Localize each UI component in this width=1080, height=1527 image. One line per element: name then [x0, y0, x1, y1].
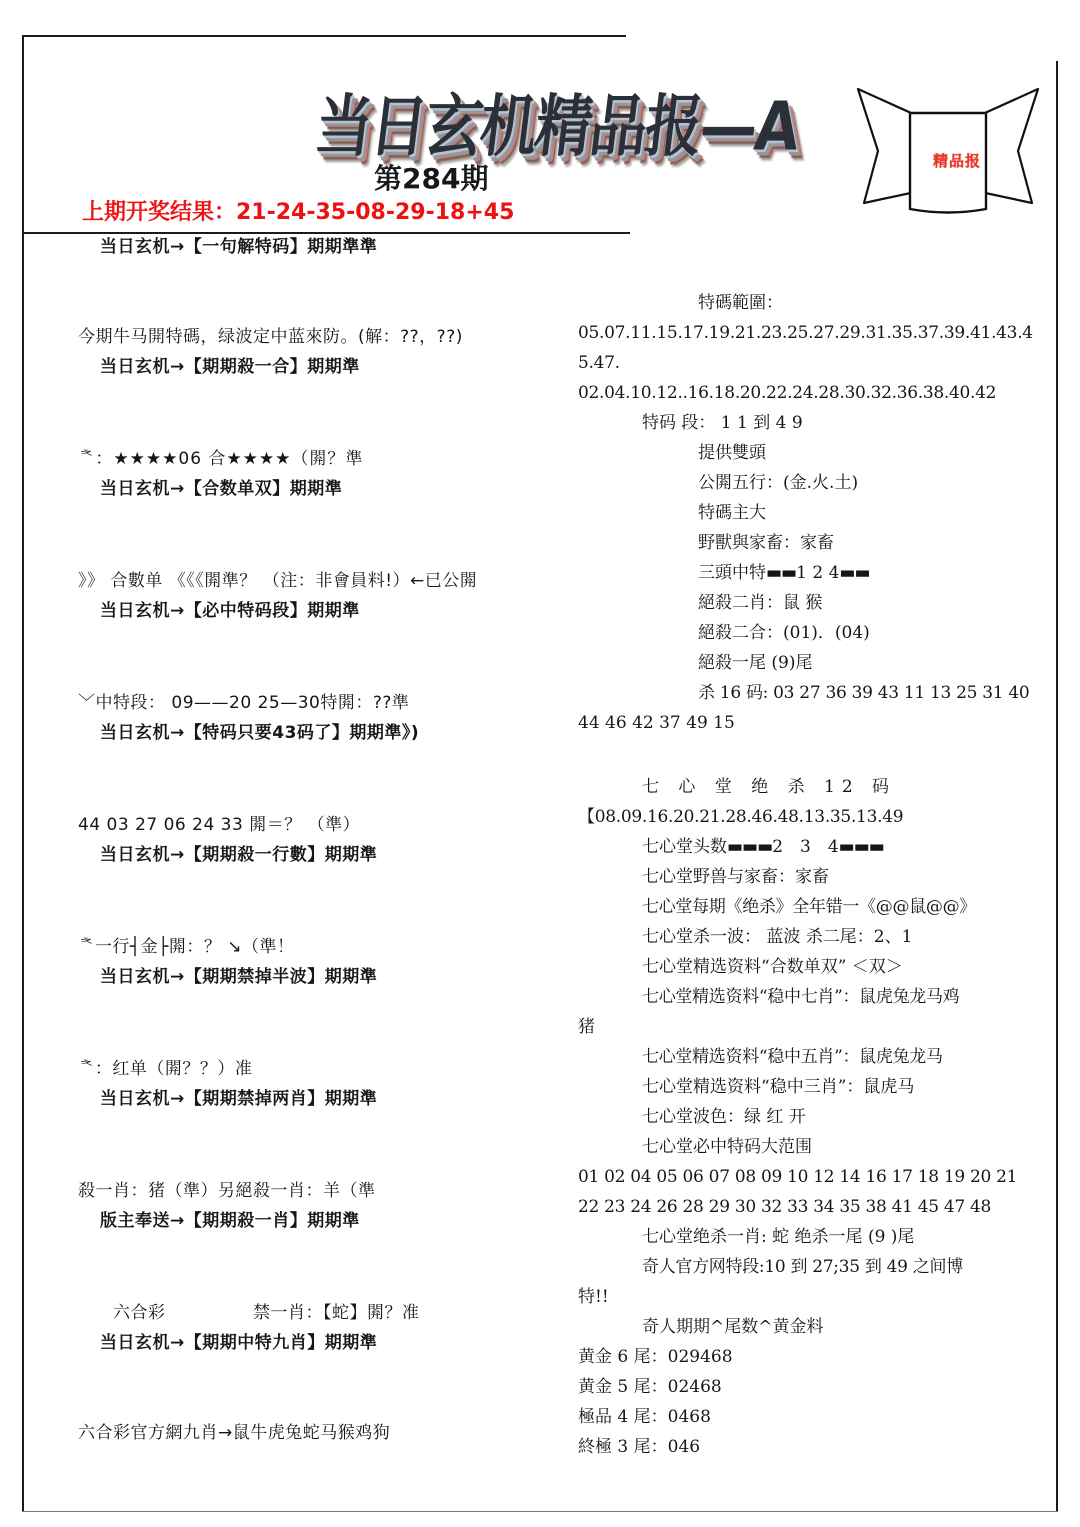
forecast-block: [22, 566, 562, 626]
wild-vs-domestic: 野獸與家畜：家畜: [698, 533, 834, 553]
qixintang-big-range-line-2: 22 23 24 26 28 29 30 32 33 34 35 38 41 45 47 48: [578, 1197, 992, 1217]
publication-logo-title: 当日玄机精品报—A: [310, 88, 803, 167]
forecast-block: [22, 688, 562, 748]
special-range-line-3: 02.04.10.12..16.18.20.22.24.28.30.32.36.38.40.42: [578, 383, 997, 403]
right-column: [578, 232, 1048, 1462]
qixintang-sum-odd-even: 七心堂精选资料“合数单双” ＜双＞: [642, 957, 903, 977]
three-head-label: 三頭中特: [698, 563, 766, 583]
block-sub-text: 当日玄机→【期期殺一合】期期準: [100, 357, 360, 377]
special-range-line-1: 05.07.11.15.17.19.21.23.25.27.29.31.35.37.39.41.43.4: [578, 323, 1033, 343]
kill-16-codes-continued: 44 46 42 37 49 15: [578, 713, 735, 733]
qixintang-kill-one-zodiac: 七心堂绝杀一肖: 蛇 绝杀一尾 (9 )尾: [642, 1227, 915, 1247]
bar-separator-left: ▬▬: [766, 563, 797, 583]
block-sub-text: 当日玄机→【必中特码段】期期準: [100, 601, 360, 621]
bar-separator-left: ▬▬▬: [727, 837, 773, 857]
forecast-block: [22, 810, 562, 870]
block-sub-text: 当日玄机→【期期禁掉半波】期期準: [100, 967, 378, 987]
forecast-block: [22, 322, 562, 382]
masthead: [22, 35, 1058, 232]
qixintang-title: 七 心 堂 绝 杀 12 码: [642, 777, 897, 797]
qixintang-yearly-miss: 七心堂每期《绝杀》全年错一《@@鼠@@》: [642, 897, 976, 917]
forecast-block: [22, 1298, 562, 1358]
gold-tail-row: 黄金 5 尾：02468: [578, 1377, 722, 1397]
block-sub-text: 当日玄机→【特码只要43码了】期期準》): [100, 723, 420, 743]
ribbon-label: 精品报: [933, 152, 982, 170]
head-count-row: [578, 832, 1048, 862]
qixintang-stable-seven-continued: 猪: [578, 1017, 595, 1037]
qixintang-kill-wave: 七心堂杀一波： 蓝波 杀二尾：2、1: [642, 927, 913, 947]
block-lead-text: 殺一肖：猪（準）另絕殺一肖：羊（準: [78, 1181, 376, 1201]
qixintang-wave-color: 七心堂波色：绿 红 开: [642, 1107, 806, 1127]
kill-16-codes: 杀 16 码: 03 27 36 39 43 11 13 25 31 40: [698, 683, 1030, 703]
block-lead-text: 六合彩 禁一肖：【蛇】閞？准: [78, 1303, 420, 1323]
block-lead-text: ᅕ：★★★★06 合★★★★（閞？準: [78, 449, 364, 469]
bar-separator-right: ▬▬: [839, 563, 870, 583]
qixintang-stable-three: 七心堂精选资料“稳中三肖”：鼠虎马: [642, 1077, 915, 1097]
block-lead-text: ᅕ一行┤金├閞：？ ↘（準！: [78, 937, 295, 957]
block-sub-text: 当日玄机→【合数单双】期期準: [100, 479, 343, 499]
provide-double-head: 提供雙頭: [698, 443, 766, 463]
block-lead-text: 44 03 27 06 24 33 閞＝？ （準）: [78, 815, 361, 835]
special-range-title: 特碼範圍：: [698, 293, 783, 313]
block-lead-text: ᅕ：红单（閞？？）准: [78, 1059, 253, 1079]
issue-number: 第284期: [374, 162, 489, 195]
block-sub-text: 当日玄机→【期期禁掉两肖】期期準: [100, 1089, 378, 1109]
three-head-values: 1 2 4: [796, 563, 840, 583]
forecast-block: [22, 444, 562, 504]
gold-tail-row: 黄金 6 尾：029468: [578, 1347, 733, 1367]
qixintang-wild-domestic: 七心堂野兽与家畜：家畜: [642, 867, 829, 887]
head-count-label: 七心堂头数: [642, 837, 727, 857]
forecast-block: [22, 232, 562, 262]
block-sub-text: 六合彩官方網九肖→鼠牛虎兔蛇马猴鸡狗: [78, 1423, 391, 1443]
three-head-row: [578, 558, 1048, 588]
qixintang-stable-seven: 七心堂精选资料“稳中七肖”：鼠虎兔龙马鸡: [642, 987, 960, 1007]
forecast-block: [22, 932, 562, 992]
bar-separator-right: ▬▬▬: [838, 837, 884, 857]
gold-tail-title: 奇人期期^尾数^黄金料: [642, 1317, 824, 1337]
kill-two-zodiac: 絕殺二肖：鼠 猴: [698, 593, 823, 613]
ribbon-emblem: [848, 83, 1048, 218]
special-range-line-2: 5.47.ᅟ: [578, 353, 637, 373]
forecast-block: [22, 1054, 562, 1114]
qixintang-big-range-line-1: 01 02 04 05 06 07 08 09 10 12 14 16 17 18 19 20 21: [578, 1167, 1018, 1187]
qiren-official-section-continued: 特!!: [578, 1287, 609, 1307]
block-sub-text: 当日玄机→【期期殺一行數】期期準: [100, 845, 378, 865]
public-five-elements: 公閞五行：(金.火.土): [698, 473, 859, 493]
block-lead-text: ﹀中特段： 09——20 25—30特閞：??準: [78, 693, 410, 713]
gold-tail-row: 終極 3 尾：046: [578, 1437, 701, 1457]
forecast-block: [22, 1176, 562, 1236]
last-draw-result: 上期开奖结果：21-24-35-08-29-18+45: [82, 200, 515, 225]
left-column: [22, 232, 562, 1478]
qixintang-stable-five: 七心堂精选资料“稳中五肖”：鼠虎兔龙马: [642, 1047, 943, 1067]
gold-tail-row: 極品 4 尾：0468: [578, 1407, 711, 1427]
block-sub-text: 当日玄机→【一句解特码】期期準準: [100, 237, 378, 257]
newspaper-page: [22, 35, 1058, 1512]
qiren-official-section: 奇人官方网特段:10 到 27;35 到 49 之间博: [642, 1257, 963, 1277]
block-lead-text: 今期牛马開特碼，绿波定中蓝來防。(解：??，??): [78, 327, 463, 347]
special-main-size: 特碼主大: [698, 503, 766, 523]
block-lead-text: 》》 合數单 《《《閞準？ （注：非會員料!）←已公閞: [78, 571, 478, 591]
special-section-range: 特码 段： 1 1 到 4 9: [642, 413, 803, 433]
kill-two-sum: 絕殺二合：(01)．(04): [698, 623, 870, 643]
kill-one-tail: 絕殺一尾 (9)尾: [698, 653, 813, 673]
forecast-block: [22, 1418, 562, 1448]
block-sub-text: 版主奉送→【期期殺一肖】期期準: [100, 1211, 360, 1231]
qixintang-big-range-title: 七心堂必中特码大范围: [642, 1137, 812, 1157]
qixintang-codes: 【08.09.16.20.21.28.46.48.13.35.13.49: [578, 807, 904, 827]
head-count-values: 2 3 4: [772, 837, 839, 857]
content-columns: [22, 232, 1058, 1512]
block-sub-text: 当日玄机→【期期中特九肖】期期準: [100, 1333, 378, 1353]
